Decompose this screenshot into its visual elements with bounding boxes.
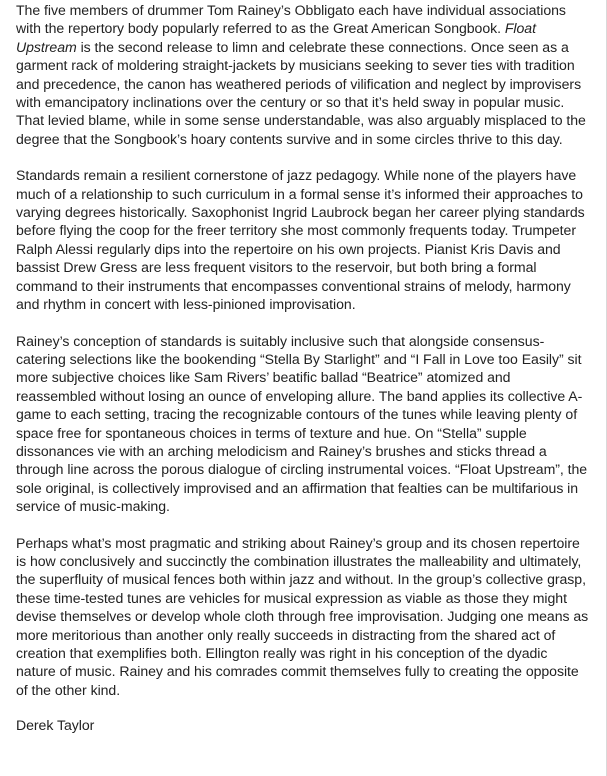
paragraph-4: Perhaps what’s most pragmatic and striking about Rainey’s group and its chosen repertoire is how conclusively and succinctly the combination illustrates the malleability and ultimately, the superfluity of musical fences both within jazz and without. In the group’s collective grasp, these time-tested tunes are vehicles for musical expression as viable as those they might devise themselves or develop whole cloth through free improvisation. Judging one means as more meritorious than another only really succeeds in distracting from the shared act of creation that exemplifies both. Ellington really was right in his conception of the dyadic nature of music. Rainey and his comrades commit themselves fully to creating the opposite of the other kind. [16,534,589,698]
author-signature: Derek Taylor [16,717,95,734]
album-title: Float Upstream [16,20,536,55]
paragraph-3: Rainey’s conception of standards is suitably inclusive such that alongside consensus-catering selections like the bookending “Stella By Starlight” and “I Fall in Love too Easily” sit more subjective choices like Sam Rivers’ beatific ballad “Beatrice” atomized and reassembled without losing an ounce of enveloping allure. The band applies its collective A-game to each setting, tracing the recognizable contours of the tunes while leaving plenty of space free for spontaneous choices in terms of texture and hue. On “Stella” supple dissonances vie with an arching melodicism and Rainey’s brushes and sticks thread a through line across the porous dialogue of circling instrumental voices. “Float Upstream”, the sole original, is collectively improvised and an affirmation that fealties can be multifarious in service of music-making. [16,332,588,515]
paragraph-1-intro: The five members of drummer Tom Rainey’s Obbligato each have individual associations with the repertory body popularly referred to as the Great American Songbook. [16,2,566,37]
review-article [16,1,590,735]
paragraph-1 [16,1,590,148]
paragraph-1-rest: is the second release to limn and celebrate these connections. Once seen as a garment rack of moldering straight-jackets by musicians seeking to sever ties with tradition and precedence, the canon has weathered periods of vilification and neglect by improvisers with emancipatory inclinations over the century or so that it’s held sway in popular music. That levied blame, while in some sense understandable, was also arguably misplaced to the degree that the Songbook’s hoary contents survive and in some circles thrive to this day. [16,38,586,147]
paragraph-2: Standards remain a resilient cornerstone of jazz pedagogy. While none of the players have much of a relationship to such curriculum in a formal sense it’s informed their approaches to varying degrees historically. Saxophonist Ingrid Laubrock began her career plying standards before flying the coop for the freer territory she most commonly frequents today. Trumpeter Ralph Alessi regularly dips into the repertoire on his own projects. Pianist Kris Davis and bassist Drew Gress are less frequent visitors to the reservoir, but both bring a formal command to their instruments that encompasses conventional strains of melody, harmony and rhythm in concert with less-pinioned improvisation. [16,167,585,313]
